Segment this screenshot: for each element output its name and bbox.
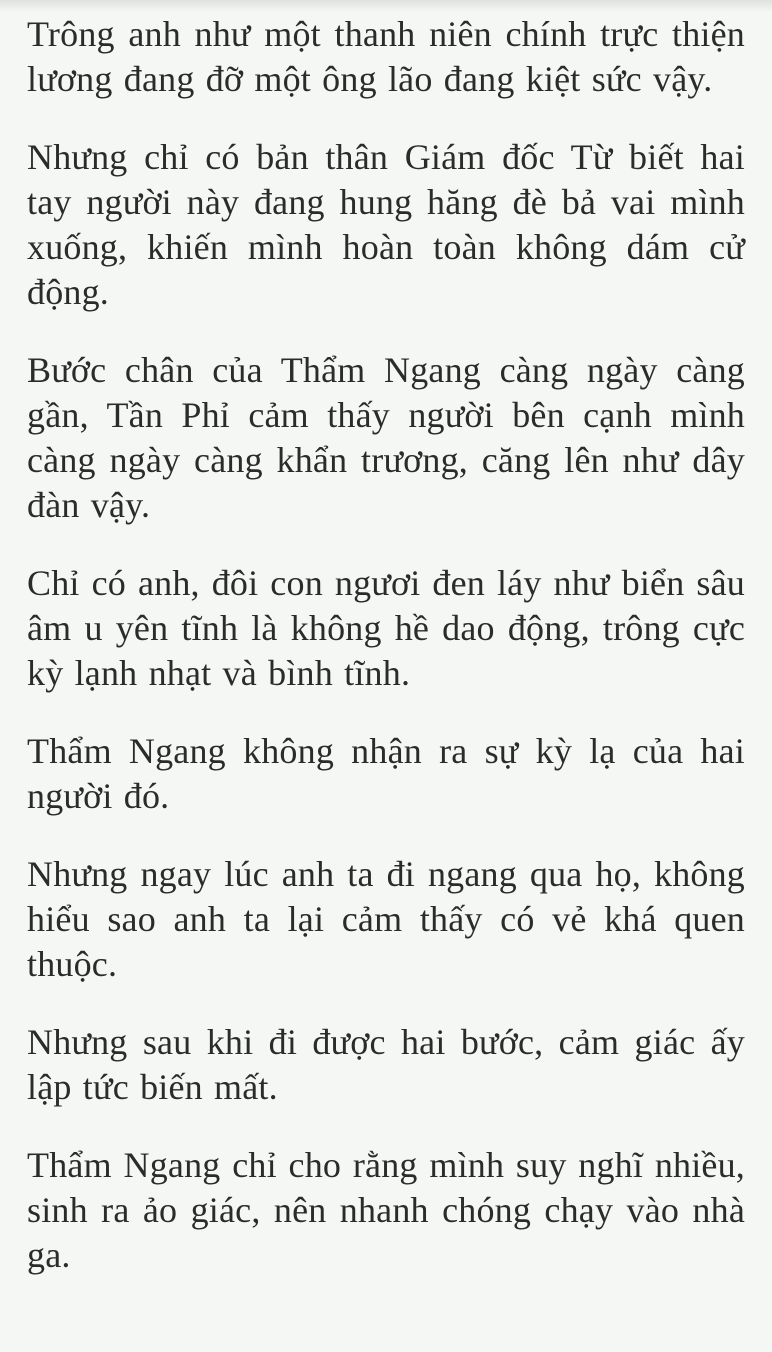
paragraph: Nhưng ngay lúc anh ta đi ngang qua họ, không hiểu sao anh ta lại cảm thấy có vẻ khá quen thuộc.	[27, 854, 745, 984]
paragraph: Bước chân của Thẩm Ngang càng ngày càng gần, Tần Phỉ cảm thấy người bên cạnh mình càng ngày càng khẩn trương, căng lên như dây đàn vậy.	[27, 350, 745, 525]
paragraph: Thẩm Ngang không nhận ra sự kỳ lạ của hai người đó.	[27, 731, 745, 816]
paragraph: Nhưng chỉ có bản thân Giám đốc Từ biết hai tay người này đang hung hăng đè bả vai mình xuống, khiến mình hoàn toàn không dám cử động.	[27, 137, 745, 312]
paragraph: Trông anh như một thanh niên chính trực thiện lương đang đỡ một ông lão đang kiệt sức vậy.	[27, 14, 745, 99]
paragraph: Thẩm Ngang chỉ cho rằng mình suy nghĩ nhiều, sinh ra ảo giác, nên nhanh chóng chạy vào nhà ga.	[27, 1145, 745, 1275]
paragraph: Nhưng sau khi đi được hai bước, cảm giác ấy lập tức biến mất.	[27, 1022, 745, 1107]
paragraph: Chỉ có anh, đôi con ngươi đen láy như biển sâu âm u yên tĩnh là không hề dao động, trông cực kỳ lạnh nhạt và bình tĩnh.	[27, 563, 745, 693]
